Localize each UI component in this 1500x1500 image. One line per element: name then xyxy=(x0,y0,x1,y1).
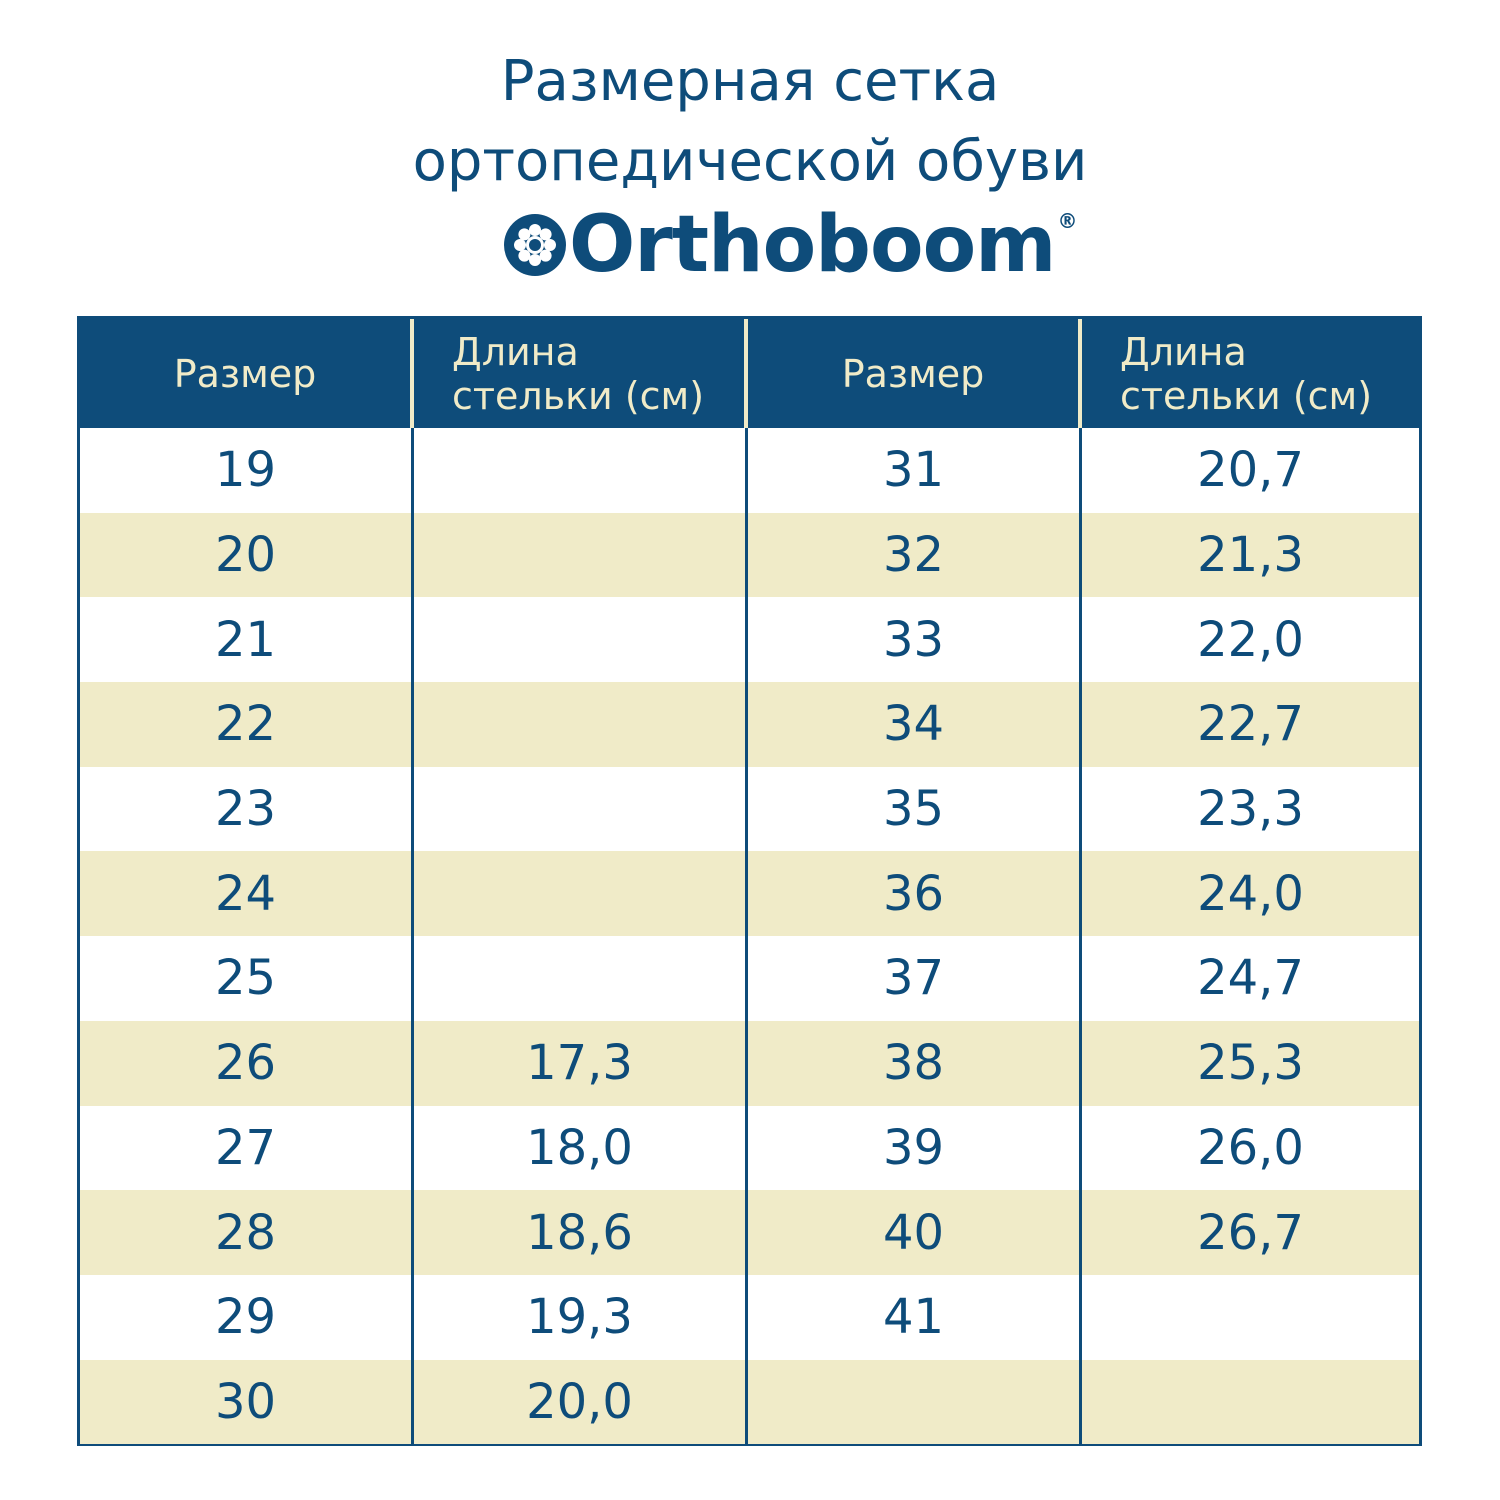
star-flower-icon xyxy=(503,213,567,277)
size-cell: 27 xyxy=(80,1106,414,1191)
header-cell xyxy=(414,319,748,428)
insole-length-cell: 22,7 xyxy=(1082,682,1419,767)
insole-length-cell xyxy=(414,682,748,767)
brand-name: Orthoboom xyxy=(569,200,1056,290)
size-cell xyxy=(748,1360,1082,1445)
header-cell xyxy=(80,319,414,428)
header-line-1: Размер xyxy=(841,351,985,396)
header-line-1: Длина xyxy=(1120,329,1247,374)
size-cell: 37 xyxy=(748,936,1082,1021)
size-cell: 20 xyxy=(80,513,414,598)
size-cell: 24 xyxy=(80,851,414,936)
size-cell: 40 xyxy=(748,1190,1082,1275)
insole-length-cell: 23,3 xyxy=(1082,767,1419,852)
insole-length-cell xyxy=(414,513,748,598)
insole-length-cell xyxy=(1082,1275,1419,1360)
size-cell: 22 xyxy=(80,682,414,767)
size-cell: 19 xyxy=(80,428,414,513)
size-cell: 23 xyxy=(80,767,414,852)
header-line-2: стельки (см) xyxy=(452,373,705,418)
insole-length-cell xyxy=(414,936,748,1021)
header-cell xyxy=(1082,319,1419,428)
size-cell: 39 xyxy=(748,1106,1082,1191)
size-cell: 26 xyxy=(80,1021,414,1106)
size-cell: 35 xyxy=(748,767,1082,852)
header-line-2: стельки (см) xyxy=(1120,373,1373,418)
insole-length-cell xyxy=(414,767,748,852)
size-cell: 38 xyxy=(748,1021,1082,1106)
insole-length-cell: 22,0 xyxy=(1082,597,1419,682)
insole-length-cell: 19,3 xyxy=(414,1275,748,1360)
insole-length-cell: 21,3 xyxy=(1082,513,1419,598)
size-cell: 36 xyxy=(748,851,1082,936)
insole-length-cell: 26,0 xyxy=(1082,1106,1419,1191)
page-title xyxy=(0,42,1500,202)
insole-length-cell: 20,0 xyxy=(414,1360,748,1445)
size-cell: 31 xyxy=(748,428,1082,513)
insole-length-cell: 17,3 xyxy=(414,1021,748,1106)
insole-length-cell: 18,6 xyxy=(414,1190,748,1275)
insole-length-cell xyxy=(1082,1360,1419,1445)
header-cell xyxy=(748,319,1082,428)
insole-length-cell xyxy=(414,428,748,513)
size-cell: 29 xyxy=(80,1275,414,1360)
registered-mark: ® xyxy=(1057,209,1078,233)
brand-logo xyxy=(503,200,1078,290)
insole-length-cell xyxy=(414,851,748,936)
size-cell: 33 xyxy=(748,597,1082,682)
size-cell: 30 xyxy=(80,1360,414,1445)
insole-length-cell: 26,7 xyxy=(1082,1190,1419,1275)
insole-length-cell: 18,0 xyxy=(414,1106,748,1191)
insole-length-cell: 20,7 xyxy=(1082,428,1419,513)
size-cell: 21 xyxy=(80,597,414,682)
insole-length-cell: 24,7 xyxy=(1082,936,1419,1021)
size-cell: 28 xyxy=(80,1190,414,1275)
size-cell: 41 xyxy=(748,1275,1082,1360)
size-cell: 34 xyxy=(748,682,1082,767)
insole-length-cell: 24,0 xyxy=(1082,851,1419,936)
header-line-1: Длина xyxy=(452,329,579,374)
size-cell: 25 xyxy=(80,936,414,1021)
insole-length-cell xyxy=(414,597,748,682)
size-table xyxy=(77,316,1422,1446)
title-line-1: Размерная сетка xyxy=(500,49,1000,114)
insole-length-cell: 25,3 xyxy=(1082,1021,1419,1106)
size-cell: 32 xyxy=(748,513,1082,598)
header-line-1: Размер xyxy=(173,351,317,396)
title-line-2: ортопедической обуви xyxy=(412,129,1088,194)
